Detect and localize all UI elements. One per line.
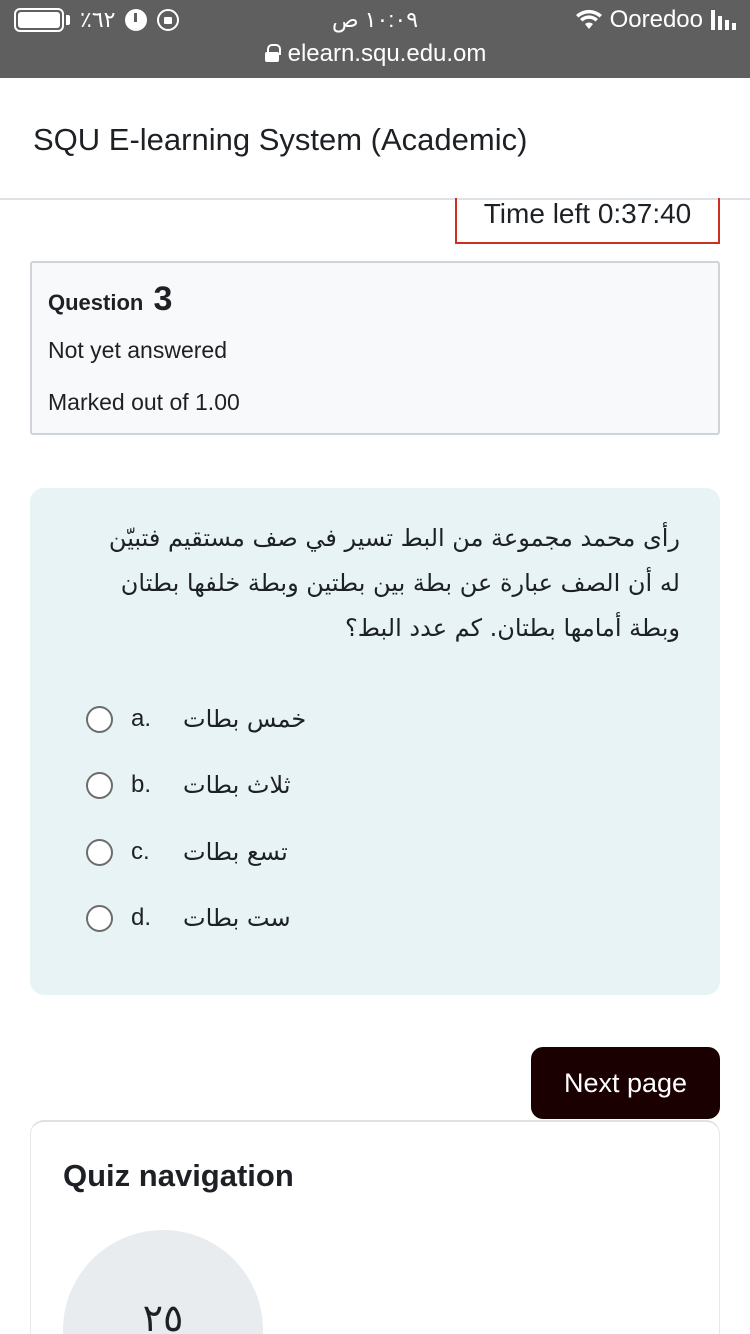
answer-option-b[interactable] [86, 765, 291, 805]
question-content [30, 488, 720, 995]
site-header [0, 78, 750, 200]
answer-label[interactable]: تسع بطات [183, 838, 288, 866]
radio-button[interactable] [86, 839, 113, 866]
question-grade: Marked out of 1.00 [48, 389, 240, 415]
status-time: ١٠:٠٩ ص [331, 7, 419, 32]
quiz-timer: Time left 0:37:40 [455, 198, 720, 244]
url-bar[interactable] [0, 38, 750, 70]
answer-letter: a. [131, 705, 152, 732]
answer-label[interactable]: خمس بطات [183, 705, 307, 733]
answer-label[interactable]: ست بطات [183, 904, 291, 932]
lock-icon [264, 44, 280, 62]
question-text: رأى محمد مجموعة من البط تسير في صف مستقيم فتبيّن له أن الصف عبارة عن بطة بين بطتين وبطة خلفها بطتان وبطة أمامها بطتان. كم عدد البط؟ [108, 524, 680, 642]
radio-button[interactable] [86, 905, 113, 932]
signal-icon [711, 10, 736, 30]
radio-button[interactable] [86, 772, 113, 799]
quiz-nav-item[interactable] [63, 1230, 263, 1334]
status-right [576, 6, 736, 34]
answer-letter: d. [131, 904, 152, 931]
question-num: 3 [153, 280, 173, 318]
next-page-button[interactable]: Next page [531, 1047, 720, 1119]
answer-option-d[interactable] [86, 898, 291, 938]
quiz-nav-item-label: ٢٥ [142, 1298, 184, 1334]
question-label: Question [48, 290, 144, 315]
answer-letter: c. [131, 838, 150, 865]
carrier-name: Ooredoo [609, 6, 703, 33]
battery-percent: ٪٦٢ [80, 7, 116, 32]
radio-button[interactable] [86, 706, 113, 733]
site-title[interactable]: SQU E-learning System (Academic) [33, 122, 528, 157]
url-text: elearn.squ.edu.om [287, 40, 487, 67]
answer-letter: b. [131, 771, 152, 798]
question-info [30, 261, 720, 435]
wifi-icon [576, 9, 602, 31]
question-state: Not yet answered [48, 337, 227, 363]
answer-option-c[interactable] [86, 832, 288, 872]
answer-label[interactable]: ثلاث بطات [183, 771, 291, 799]
quiz-navigation-title: Quiz navigation [63, 1158, 294, 1193]
status-bar [0, 0, 750, 78]
question-number [48, 281, 172, 321]
quiz-navigation [30, 1120, 720, 1334]
answer-option-a[interactable] [86, 699, 306, 739]
